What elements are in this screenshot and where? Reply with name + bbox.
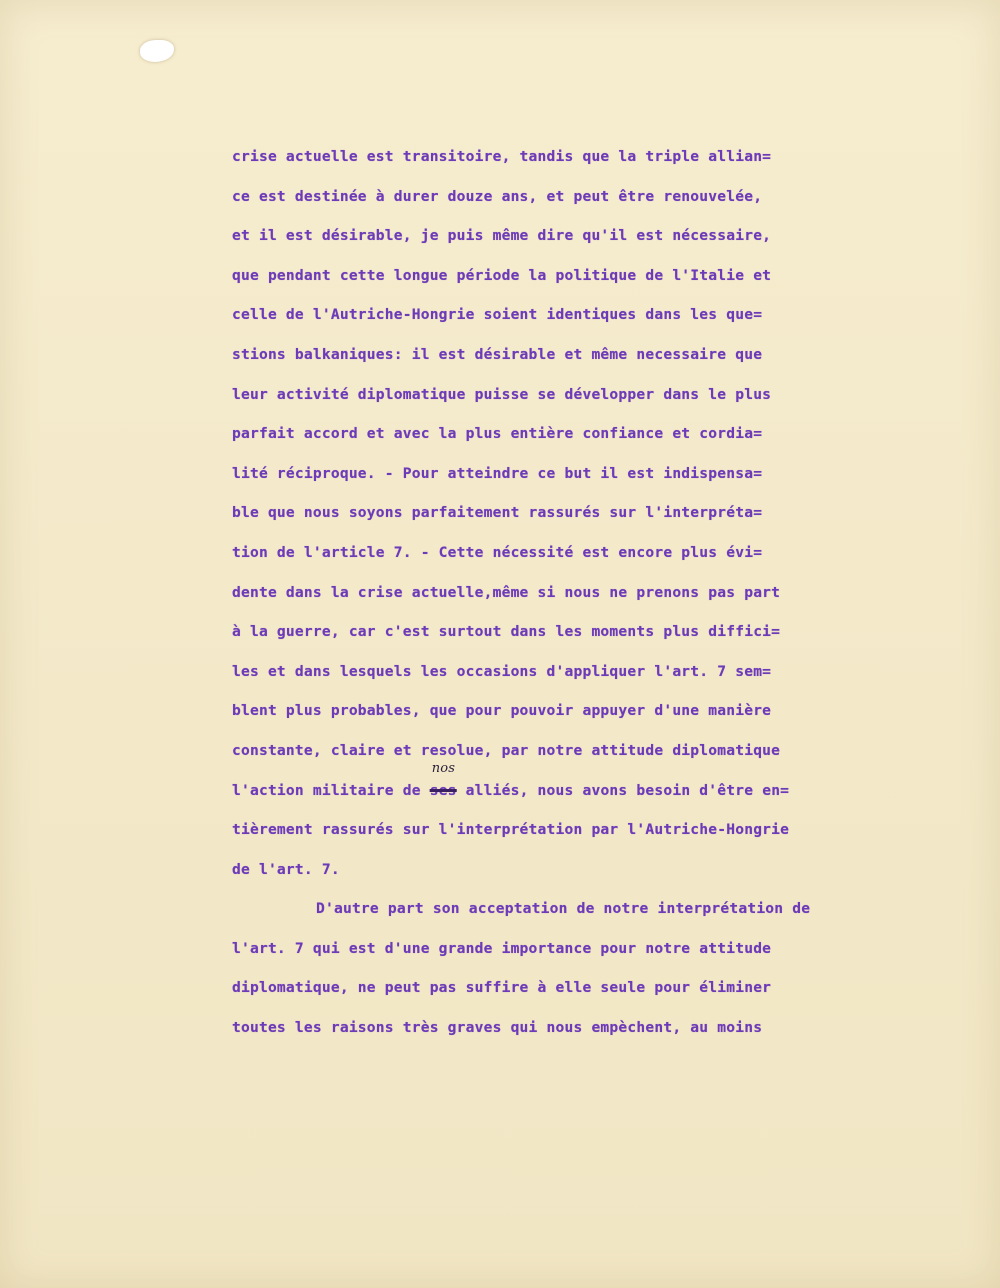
- line17-after: alliés, nous avons besoin d'être en=: [456, 781, 790, 799]
- paragraph2-line-2: l'art. 7 qui est d'une grande importance pour notre attitude: [232, 939, 772, 957]
- handwritten-word: nos: [431, 760, 456, 776]
- text-line-14: les et dans lesquels les occasions d'appliquer l'art. 7 sem=: [232, 662, 772, 680]
- text-line-3: et il est désirable, je puis même dire qu'il est nécessaire,: [232, 227, 772, 245]
- text-line-15: blent plus probables, que pour pouvoir appuyer d'une manière: [232, 702, 772, 720]
- line17-before: l'action militaire de: [232, 781, 430, 799]
- handwritten-correction: [429, 760, 457, 811]
- paper-tear: [140, 40, 174, 62]
- paragraph2-line-4: toutes les raisons très graves qui nous empèchent, au moins: [232, 1019, 763, 1037]
- text-line-19: de l'art. 7.: [232, 860, 340, 878]
- text-line-5: celle de l'Autriche-Hongrie soient identiques dans les que=: [232, 306, 763, 324]
- text-line-10: ble que nous soyons parfaitement rassurés sur l'interpréta=: [232, 504, 763, 522]
- typed-text-body: [232, 137, 942, 1048]
- paragraph2-line-1: D'autre part son acceptation de notre interprétation de: [316, 900, 811, 918]
- text-line-8: parfait accord et avec la plus entière confiance et cordia=: [232, 425, 763, 443]
- struck-word: ses: [429, 781, 457, 799]
- text-line-2: ce est destinée à durer douze ans, et peut être renouvelée,: [232, 187, 763, 205]
- text-line-4: que pendant cette longue période la politique de l'Italie et: [232, 266, 772, 284]
- text-line-17: [232, 760, 942, 811]
- text-line-11: tion de l'article 7. - Cette nécessité est encore plus évi=: [232, 543, 763, 561]
- text-line-16: constante, claire et resolue, par notre attitude diplomatique: [232, 741, 781, 759]
- text-line-1: crise actuelle est transitoire, tandis que la triple allian=: [232, 148, 772, 165]
- text-line-13: à la guerre, car c'est surtout dans les moments plus diffici=: [232, 623, 781, 641]
- text-line-6: stions balkaniques: il est désirable et même necessaire que: [232, 345, 763, 363]
- text-line-18: tièrement rassurés sur l'interprétation par l'Autriche-Hongrie: [232, 821, 790, 839]
- text-line-9: lité réciproque. - Pour atteindre ce but il est indispensa=: [232, 464, 763, 482]
- text-line-7: leur activité diplomatique puisse se développer dans le plus: [232, 385, 772, 403]
- paragraph2-line-3: diplomatique, ne peut pas suffire à elle seule pour éliminer: [232, 979, 772, 997]
- text-line-12: dente dans la crise actuelle,même si nous ne prenons pas part: [232, 583, 781, 601]
